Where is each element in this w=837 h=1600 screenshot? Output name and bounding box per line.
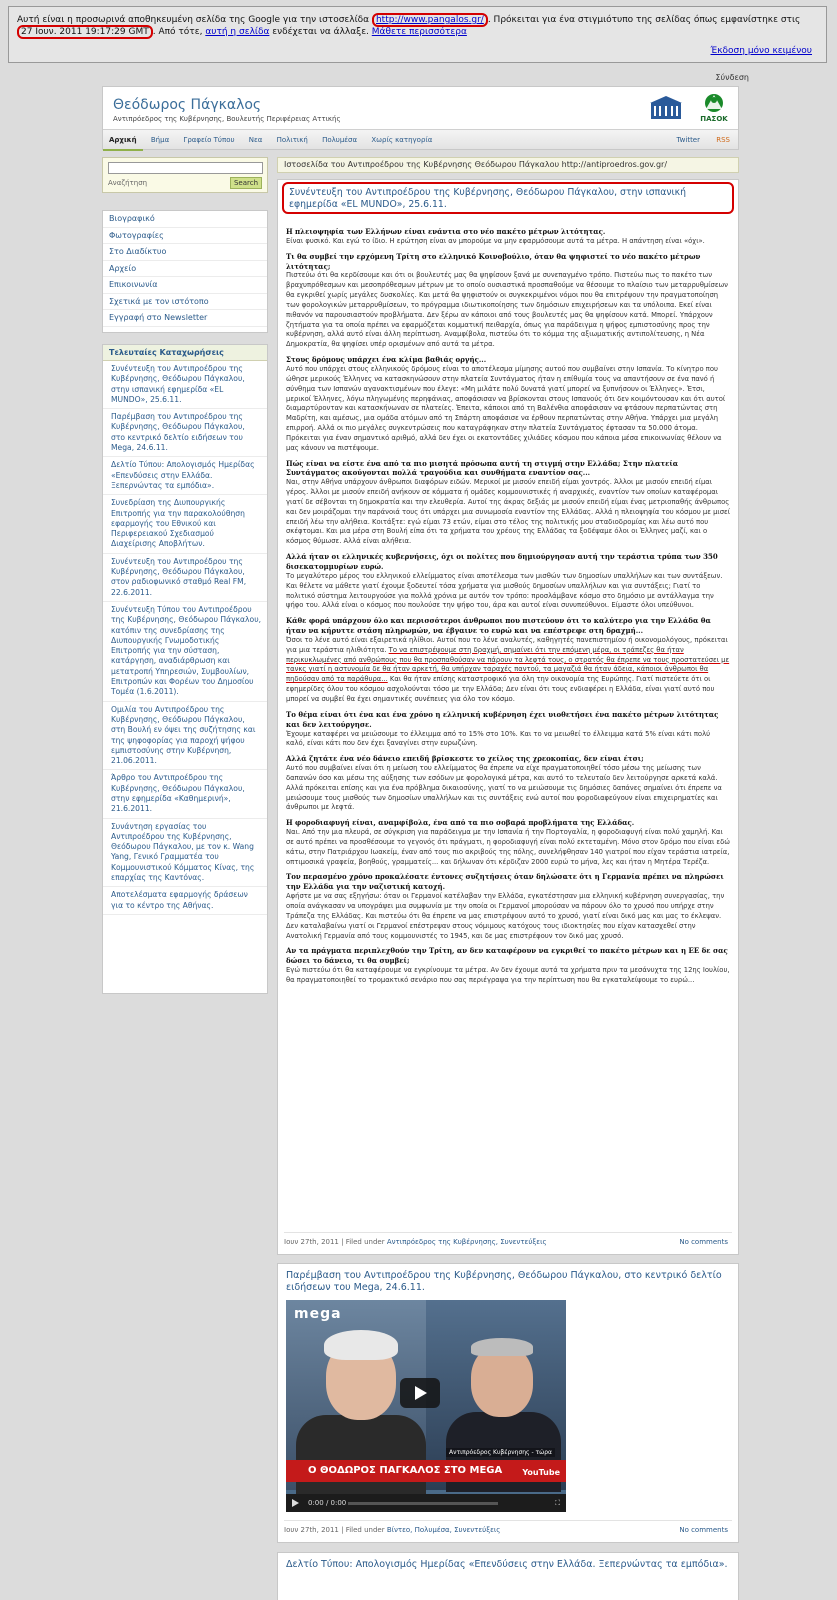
interview-answer: Εγώ πιστεύω ότι θα καταφέρουμε να εγκρίνουμε τα μέτρα. Αν δεν έχουμε αυτά τα χρήματα πριν τα μεσάνυχτα της 12ης Ιουλίου, θα πραγματοποιηθεί το τρομακτικό σενάριο που σας περιέγραψα για την περίπτωση που θα εγκαταλείψουμε το ευρώ... [286, 966, 730, 984]
recent-post-link[interactable]: Συνάντηση εργασίας του Αντιπροέδρου της Κυβέρνησης, Θεόδωρου Πάγκαλου, με τον κ. Wang Yang, Γενικό Γραμματέα του Κομμουνιστικού Κόμματος Κίνας, της επαρχίας της Καντόνας. [103, 819, 267, 888]
interview-answer [286, 636, 730, 705]
search-widget [102, 157, 268, 193]
interview-answer: Ναι. Από την μια πλευρά, σε σύγκριση για παράδειγμα με την Ισπανία ή την Πορτογαλία, η φοροδιαφυγή είναι πολύ χαμηλή. Και σε αυτό πρέπει να προσθέσουμε το γεγονός ότι πράγματι, η φοροδιαφυγή είναι πολύ εκτεταμένη. Μόνο στον δρόμο που είναι εδώ κάτω, στην Πατριάρχου Ιωακείμ, έναν από τους πιο ακριβούς της πόλης, συνελήφθησαν 140 γιατροί που είχαν τεράστια ιατρεία, οπτιμοσικά γραφεία, βοηθούς, γραμματείς... και δήλωναν ότι κέρδιζαν 2000 ευρώ το μήνα, λες και ήταν η Μητέρα Τερέζα. [286, 828, 730, 866]
interview-question: Η φοροδιαφυγή είναι, αναμφίβολα, ένα από τα πιο σοβαρά προβλήματα της Ελλάδας. [286, 818, 635, 828]
twitter-link[interactable]: Twitter [676, 136, 700, 144]
interview-answer: Αυτό που υπάρχει στους ελληνικούς δρόμους είναι το αποτέλεσμα μίμησης αυτού που συμβαίνει στην Ισπανία. Το κίνητρο που ώθησε μερικούς Έλληνες να κατασκηνώσουν στην πλατεία Συντάγματος ήταν η επίθυμία τους να απαντήσουν σε ένα πανό ή σύνθημα των Ισπανών αγανακτισμένων που έλεγε: «Μη μιλάτε πολύ δυνατά γιατί μπορεί να ξυπνήσουν οι Έλληνες». Έτσι, μερικοί Έλληνες, λόγω πληγωμένης περηφάνιας, αποφάσισαν να βρίσκονται στους Ισπανούς ότι δεν κοιμόντουσαν και ότι αυτοί διαμαρτύρονταν και κατασκήνωναν σε πλατείες. Έπειτα, κάποιοι από τη Βαλένθια αποφάσισαν να φτάσουν περπατώντας στη Μαδρίτη, και αμέσως, μια ομάδα ατόμων από τη Σπάρτη αποφάσισε να έρθουν περπατώντας στην Αθήνα. Υπάρχει μια μεγάλη επιρροή. Αλλά οι πιο μεγάλες συγκεντρώσεις που καταγράφηκαν στην πλατεία Συντάγματος έφτασαν τα 50.000 άτομα. Πρόκειται για έναν σημαντικό αριθμό, αλλά δεν έχει οι εκατοντάδες χιλιάδες κόσμου που κάποια μέσα επικοινωνίας θέλουν να μας κάνουν να πιστέψουμε. [286, 364, 726, 452]
interview-answer: Ναι, στην Αθήνα υπάρχουν άνθρωποι διαφόρων ειδών. Μερικοί με μισούν επειδή είμαι χοντρός. Άλλοι με μισούν επειδή είμαι γέρος. Άλλοι με μισούν επειδή ανήκουν σε κόμματα ή ομάδες κομμουνιστικές ή αναρχικές, εναντίον των οποίων καταφέρομαι γιατί δε σέβονται τη δημοκρατία και την ελευθερία. Αυτοί της άκρας δεξιάς με μισούν επειδή είμαι ένας μετριοπαθής άνθρωπος και δεν μοιράζομαι την παράνοιά τους ότι υπάρχει μια συνωμοσία εναντίον της Ελλάδας. Αλλά η πλειοψηφία του κόσμου με μισεί επειδή λέω την αλήθεια. Κοιτάξτε: εγώ είμαι 73 ετών, είμαι στο τέλος της πολιτικής μου σταδιοδρομίας και λέω αυτό που σκέφτομαι. Και μια μέρα στη Βουλή είπα ότι τα χρήματα του χρέους της Ελλάδας τα ξοδέψαμε όλοι οι Έλληνες μαζί, και ο κόσμος θύμωσε. Αλλά είναι αλήθεια. [286, 478, 731, 546]
filed-under-label: | Filed under [338, 1238, 387, 1246]
video-time: 0:00 / 0:00 [308, 1499, 347, 1507]
post-press-release [277, 1552, 739, 1600]
interview-question: Τον περασμένο χρόνο προκαλέσατε έντονες συζητήσεις όταν δηλώσατε ότι η Γερμανία πρέπει να πληρώσει την Ελλάδα για την ναζιστική κατοχή. [286, 872, 724, 892]
post-footer [284, 1232, 732, 1250]
site-subtitle: Αντιπρόεδρος της Κυβέρνησης, Βουλευτής Περιφέρειας Αττικής [113, 115, 341, 123]
recent-post-link[interactable]: Συνέντευξη του Αντιπροέδρου της Κυβέρνησης, Θεόδωρου Πάγκαλου, στον ραδιοφωνικό σταθμό Real FM, 22.6.2011. [103, 554, 267, 602]
pasok-logo-icon [695, 91, 733, 123]
interview-answer: Το μεγαλύτερο μέρος του ελληνικού ελλείμματος είναι αποτέλεσμα των μισθών των δημοσίων υπαλλήλων και των συντάξεων. Και θέλετε να μάθετε γιατί έχουμε ξοδευτεί τόσα χρήματα για μισθούς δημοσίων υπαλλήλων και για συντάξεις; Γιατί το πολιτικό σύστημα λειτουργούσε για πολλά χρόνια με αυτόν τον τρόπο: προσλάμβανε κόσμο στο δημόσιο με αντάλλαγμα την ψήφο του. Αλλά είναι ο κόσμος που πουλούσε την ψήφο του, άρα και αυτοί είναι συνυπεύθυνοι. Είμαστε όλοι υπεύθυνοι. [286, 571, 723, 610]
video-person-right-hair [471, 1338, 533, 1356]
answer-text: Και θα ήταν επίσης καταστροφικό για όλη την οικονομία της Ευρώπης. Γιατί πιστεύετε ότι οι εφημερίδες όλου του κόσμου ασχολούνται τόσο με την Ελλάδα; Δεν είναι ότι τους ενδιαφέρει η Ελλάδα, είναι γιατί αυτό που μπορεί να συμβεί θα έχει σημαντικές συνέπειες για όλο τον κόσμο. [286, 675, 715, 703]
google-cache-bar [8, 6, 827, 63]
play-control-icon[interactable] [292, 1499, 299, 1507]
rss-link[interactable]: RSS [716, 136, 730, 144]
recent-post-link[interactable]: Συνεδρίαση της Διυπουργικής Επιτροπής για την παρακολούθηση εφαρμογής του Εθνικού και Περιφερειακού Σχεδιασμού Διαχείρισης Αποβλήτων. [103, 495, 267, 553]
login-link[interactable]: Σύνδεση [715, 73, 749, 82]
interview-answer: Αφήστε με να σας εξηγήσω: όταν οι Γερμανοί κατέλαβαν την Ελλάδα, εγκατέστησαν μια ελληνική κυβέρνηση συνεργασίας, την οποία ανάγκασαν να υπογράψει μια συμφωνία με την οποία οι Γερμανοί μπορούσαν να πάρουν όλο το χρυσό που υπήρχε στην Τράπεζα της Ελλάδας. Και πιστεύω ότι θα έπρεπε να μας επιστρέψουν αυτό το χρυσό, γιατί είναι δικό μας και μας το έκλεψαν. Δεν καταλαβαίνω γιατί οι Γερμανοί επέστρεψαν στους νόμιμους κατόχους τους ιδιοκτησίες που είχαν κατασχεθεί στην Ανατολική Γερμανία από τους κομμουνιστές το 1945, και δε μας επιστρέφουν τον δικό μας χρυσό. [286, 892, 725, 940]
cached-url-link[interactable]: http://www.pangalos.gr/ [372, 13, 488, 27]
youtube-logo[interactable]: YouTube [522, 1468, 560, 1477]
interview-question: Αν τα πράγματα περιπλεχθούν την Τρίτη, αν δεν καταφέρουν να εγκριθεί το πακέτο μέτρων και η ΕΕ δε σας δώσει το δάνειο, τι θα συμβεί; [286, 946, 728, 966]
post-date: Ιουν 27th, 2011 [284, 1238, 339, 1246]
sidebar-item-contact[interactable]: Επικοινωνία [103, 277, 267, 294]
search-button[interactable]: Search [230, 177, 262, 189]
post-footer [284, 1520, 732, 1538]
current-page-link[interactable]: αυτή η σελίδα [205, 27, 270, 37]
recent-post-link[interactable]: Άρθρο του Αντιπροέδρου της Κυβέρνησης, Θεόδωρου Πάγκαλου, στην εφημερίδα «Καθημερινή», 21.6.2011. [103, 770, 267, 818]
underlined-passage: Το να επιστρέψουμε στη δραχμή, σημαίνει ότι την επόμενη μέρα, οι τράπεζες θα ήταν περικυκλωμένες από ανθρώπους που θα προσπαθούσαν να πάρουν τα λεφτά τους, ο στρατός θα έπρεπε να τους προστατεύσει με τανκς γιατί η αστυνομία δε θα ήταν αρκετή, θα υπήρχαν ταραχές παντού, τα μαγαζιά θα ήταν άδεια, κάποιοι άνθρωποι θα πηδούσαν από τα παράθυρα... [286, 645, 730, 684]
video-controls [286, 1494, 566, 1512]
post-title[interactable]: Συνέντευξη του Αντιπροέδρου της Κυβέρνησης, Θεόδωρου Πάγκαλου, στην ισπανική εφημερίδα «EL MUNDO», 25.6.11. [282, 182, 734, 214]
cache-date: 27 Ιουν. 2011 19:17:29 GMT [17, 25, 153, 39]
fullscreen-icon[interactable]: ⛶ [555, 1499, 560, 1507]
cache-text-1: Αυτή είναι η προσωρινά αποθηκευμένη σελίδα της Google για την ιστοσελίδα [17, 15, 372, 25]
nav-uncategorized[interactable]: Χωρίς κατηγορία [371, 136, 433, 144]
post-categories[interactable]: Αντιπρόεδρος της Κυβέρνησης, Συνεντεύξεις [386, 1238, 547, 1246]
recent-post-link[interactable]: Δελτίο Τύπου: Απολογισμός Ημερίδας «Επενδύσεις στην Ελλάδα. Ξεπερνώντας τα εμπόδια». [103, 457, 267, 495]
sidebar-item-biography[interactable]: Βιογραφικό [103, 211, 267, 228]
answer-text: Όσοι το λένε αυτό είναι εξαιρετικά ηλίθιοι. Αυτοί που το λένε αναλυτές, καθηγητές πανεπιστημίου ή οικονομολόγους, πρόκειται για μια τεράστια ηλιθιότητα. [286, 635, 728, 654]
interview-question: Πώς είναι να είστε ένα από τα πιο μισητά πρόσωπα αυτή τη στιγμή στην Ελλάδα; Στην πλατεία Συντάγματος ακούγονται πολλά τραγούδια και συνθήματα εναντίον σας... [286, 458, 679, 478]
sidebar-links [102, 210, 268, 333]
search-input[interactable] [108, 162, 263, 174]
filed-under-label: | Filed under [338, 1526, 387, 1534]
recent-post-link[interactable]: Ομιλία του Αντιπροέδρου της Κυβέρνησης, Θεόδωρου Πάγκαλου, στη Βουλή εν όψει της συζήτησης και της ψηφοφορίας για παροχή ψήφου εμπιστοσύνης στην Κυβέρνηση, 21.06.2011. [103, 702, 267, 771]
site-banner[interactable]: Ιστοσελίδα του Αντιπροέδρου της Κυβέρνησης Θεόδωρου Πάγκαλου http://antiproedros.gov.gr/ [277, 157, 739, 173]
sidebar-item-photos[interactable]: Φωτογραφίες [103, 228, 267, 245]
play-icon[interactable] [400, 1378, 440, 1408]
video-progress-bar[interactable] [348, 1502, 498, 1505]
sidebar-item-archive[interactable]: Αρχείο [103, 261, 267, 278]
video-person-left [296, 1415, 426, 1495]
video-lower-third: Αντιπρόεδρος Κυβέρνησης - τώρα [446, 1448, 555, 1457]
search-label: Αναζήτηση [108, 179, 148, 187]
learn-more-link[interactable]: Μάθετε περισσότερα [371, 27, 467, 37]
recent-post-link[interactable]: Συνέντευξη Τύπου του Αντιπροέδρου της Κυβέρνησης, Θεόδωρου Πάγκαλου, κατόπιν της συνεδρίασης της Διυπουργικής Γνωμοδοτικής Επιτροπής για την σύσταση, κατάργηση, αναδιάρθρωση και μετατροπή Υπηρεσιών, Συμβουλίων, Επιτροπών και Φορέων του Δημοσίου Τομέα (1.6.2011). [103, 602, 267, 702]
post-title[interactable]: Δελτίο Τύπου: Απολογισμός Ημερίδας «Επενδύσεις στην Ελλάδα. Ξεπερνώντας τα εμπόδια». [286, 1559, 728, 1570]
interview-answer: Είναι φυσικό. Και εγώ το ίδιο. Η ερώτηση είναι αν μπορούμε να μην εφαρμόσουμε αυτά τα μέτρα. Η απάντηση είναι «όχι». [286, 236, 705, 245]
site-header [102, 86, 739, 150]
nav-vima[interactable]: Βήμα [150, 136, 170, 144]
interview-question: Αλλά ήταν οι ελληνικές κυβερνήσεις, όχι οι πολίτες που δημιούργησαν αυτή την τεράστια τρύπα των 350 δισεκατομμυρίων ευρώ. [286, 552, 718, 571]
site-title[interactable]: Θεόδωρος Πάγκαλος [113, 97, 262, 113]
main-nav [103, 129, 738, 149]
mega-logo: mega [294, 1306, 342, 1322]
sidebar-item-about[interactable]: Σχετικά με τον ιστότοπο [103, 294, 267, 311]
nav-home[interactable]: Αρχική [103, 132, 143, 151]
pasok-logo-text: ΠΑΣΟΚ [700, 115, 728, 123]
interview-question: Το θέμα είναι ότι ένα και ένα χρόνο η ελληνική κυβέρνηση έχει υιοθετήσει ένα πακέτο μέτρων λιτότητας και δεν λειτούργησε. [286, 709, 719, 729]
post-mega-appearance [277, 1263, 739, 1543]
interview-answer: Έχουμε καταφέρει να μειώσουμε το έλλειμμα από το 15% στο 10%. Και το να μειωθεί το έλλειμμα κατά 5% είναι κάτι πολύ καλό, είναι κάτι που δεν έχει ξαναγίνει στην ευρωζώνη. [286, 729, 711, 748]
sidebar-item-online[interactable]: Στο Διαδίκτυο [103, 244, 267, 261]
recent-posts [102, 344, 268, 994]
post-body [278, 214, 738, 1202]
interview-question: Στους δρόμους υπάρχει ένα κλίμα βαθιάς οργής... [286, 355, 487, 365]
interview-answer: Πιστεύω ότι θα κερδίσουμε και ότι οι βουλευτές μας θα ψηφίσουν ξανά με συνεπαγμένο τρόπο. Πιστεύω πως το πακέτο των βραχυπρόθεσμων και μεσοπρόθεσμων μέτρων με το οποίο ουσιαστικά προσπαθούμε να θέσουμε το πλαίσιο των μεταρρυθμίσεων θα εγκριθεί χωρίς μεγάλες δυσκολίες. Και μετά θα ψηφιστούν οι συγκεκριμένοι νόμοι που θα επιτρέψουν την πραγματοποίηση των φορολογικών μεταρρυθμίσεων, το πρόγραμμα ιδιωτικοποίησης των δημόσιων επιχειρήσεων και τα υπόλοιπα. Εκεί είναι πιθανόν να παρουσιαστούν προβλήματα. Δεν ξέρω αν κάποιοι από τους βουλευτές μας θα ψηφίσουν κατά. Μπορεί. Υπάρχουν ζητήματα για τα οποία πρέπει να εφαρμόζεται κομματική πειθαρχία, όπως για παράδειγμα η ψήφος εμπιστοσύνης προς την κυβέρνηση, αλλά αυτό είναι άλλη περίπτωση. Αναμφίβολα, πιστεύω ότι το κόμμα της αξιωματικής αντιπολίτευσης, η Νέα Δημοκρατία, θα ψηφίσει υπέρ ορισμένων από αυτά τα μέτρα. [286, 271, 728, 349]
comments-link[interactable]: No comments [679, 1238, 728, 1246]
interview-answer: Αυτό που συμβαίνει είναι ότι η μείωση του ελλείμματος θα έπρεπε να είχε πραγματοποιηθεί τόσο μέσω της μείωσης των δαπανών όσο και μέσω της αύξησης των εσόδων με φορολογικά μέτρα, και αυτό το τελευταίο δεν λειτούργησε αρκετά καλά. Αλλά πρόκειται επίσης και για ένα πρόβλημα δικαιοσύνης, γιατί το να μειώσουμε τις δημόσιες δαπάνες σημαίνει ότι έπρεπε να μειώσουμε τους μισθούς των δημοσίων υπαλλήλων και τις συντάξεις ενώ αυτοί που φοροδιαφεύγουν είναι επιχειρηματίες και άνθρωποι με λεφτά. [286, 764, 722, 812]
recent-post-link[interactable]: Παρέμβαση του Αντιπροέδρου της Κυβέρνησης, Θεόδωρου Πάγκαλου, στο κεντρικό δελτίο ειδήσεων του Mega, 24.6.11. [103, 409, 267, 457]
post-el-mundo-interview [277, 179, 739, 1255]
comments-link[interactable]: No comments [679, 1526, 728, 1534]
video-player[interactable] [286, 1300, 566, 1512]
interview-question: Κάθε φορά υπάρχουν όλο και περισσότεροι άνθρωποι που πιστεύουν ότι το καλύτερο για την Ελλάδα θα ήταν να κήρυττε στάση πληρωμών, να έβγαινε το ευρώ και να επέστρεφε στη δραχμή... [286, 616, 711, 636]
recent-post-link[interactable]: Αποτελέσματα εφαρμογής δράσεων για το κέντρο της Αθήνας. [103, 887, 267, 915]
cache-text-2: . Πρόκειται για ένα στιγμιότυπο της σελίδας όπως εμφανίστηκε στις [487, 15, 801, 25]
cache-text-3: . Από τότε, [152, 27, 206, 37]
nav-multimedia[interactable]: Πολυμέσα [322, 136, 358, 144]
interview-question: Τι θα συμβεί την ερχόμενη Τρίτη στο ελληνικό Κοινοβούλιο, όταν θα ψηφιστεί το νέο πακέτο μέτρων λιτότητας; [286, 251, 701, 271]
post-date: Ιουν 27th, 2011 [284, 1526, 339, 1534]
nav-press-office[interactable]: Γραφείο Τύπου [183, 136, 235, 144]
recent-post-link[interactable]: Συνέντευξη του Αντιπροέδρου της Κυβέρνησης, Θεόδωρου Πάγκαλου, στην ισπανική εφημερίδα «EL MUNDO», 25.6.11. [103, 361, 267, 409]
text-only-version-link[interactable]: Έκδοση μόνο κειμένου [710, 46, 812, 56]
parliament-logo-icon [649, 95, 683, 121]
cache-text-4: ενδέχεται να άλλαξε. [269, 27, 372, 37]
nav-news[interactable]: Νεα [248, 136, 263, 144]
post-categories[interactable]: Βίντεο, Πολυμέσα, Συνεντεύξεις [386, 1526, 501, 1534]
interview-question: Αλλά ζητάτε ένα νέο δάνειο επειδή βρίσκεστε το χείλος της χρεοκοπίας, δεν είναι έτσι; [286, 754, 644, 764]
post-title[interactable]: Παρέμβαση του Αντιπροέδρου της Κυβέρνησης, Θεόδωρου Πάγκαλου, στο κεντρικό δελτίο ειδήσεων του Mega, 24.6.11. [286, 1270, 722, 1293]
sidebar-item-newsletter[interactable]: Εγγραφή στο Newsletter [103, 310, 267, 327]
interview-question: Η πλειοψηφία των Ελλήνων είναι ενάντια στο νέο πακέτο μέτρων λιτότητας. [286, 227, 606, 236]
video-person-left-hair [324, 1330, 398, 1360]
nav-politics[interactable]: Πολιτική [276, 136, 308, 144]
recent-posts-title: Τελευταίες Καταχωρήσεις [103, 345, 267, 361]
video-caption: Ο ΘΟΔΩΡΟΣ ΠΑΓΚΑΛΟΣ ΣΤΟ MEGA [286, 1460, 566, 1482]
